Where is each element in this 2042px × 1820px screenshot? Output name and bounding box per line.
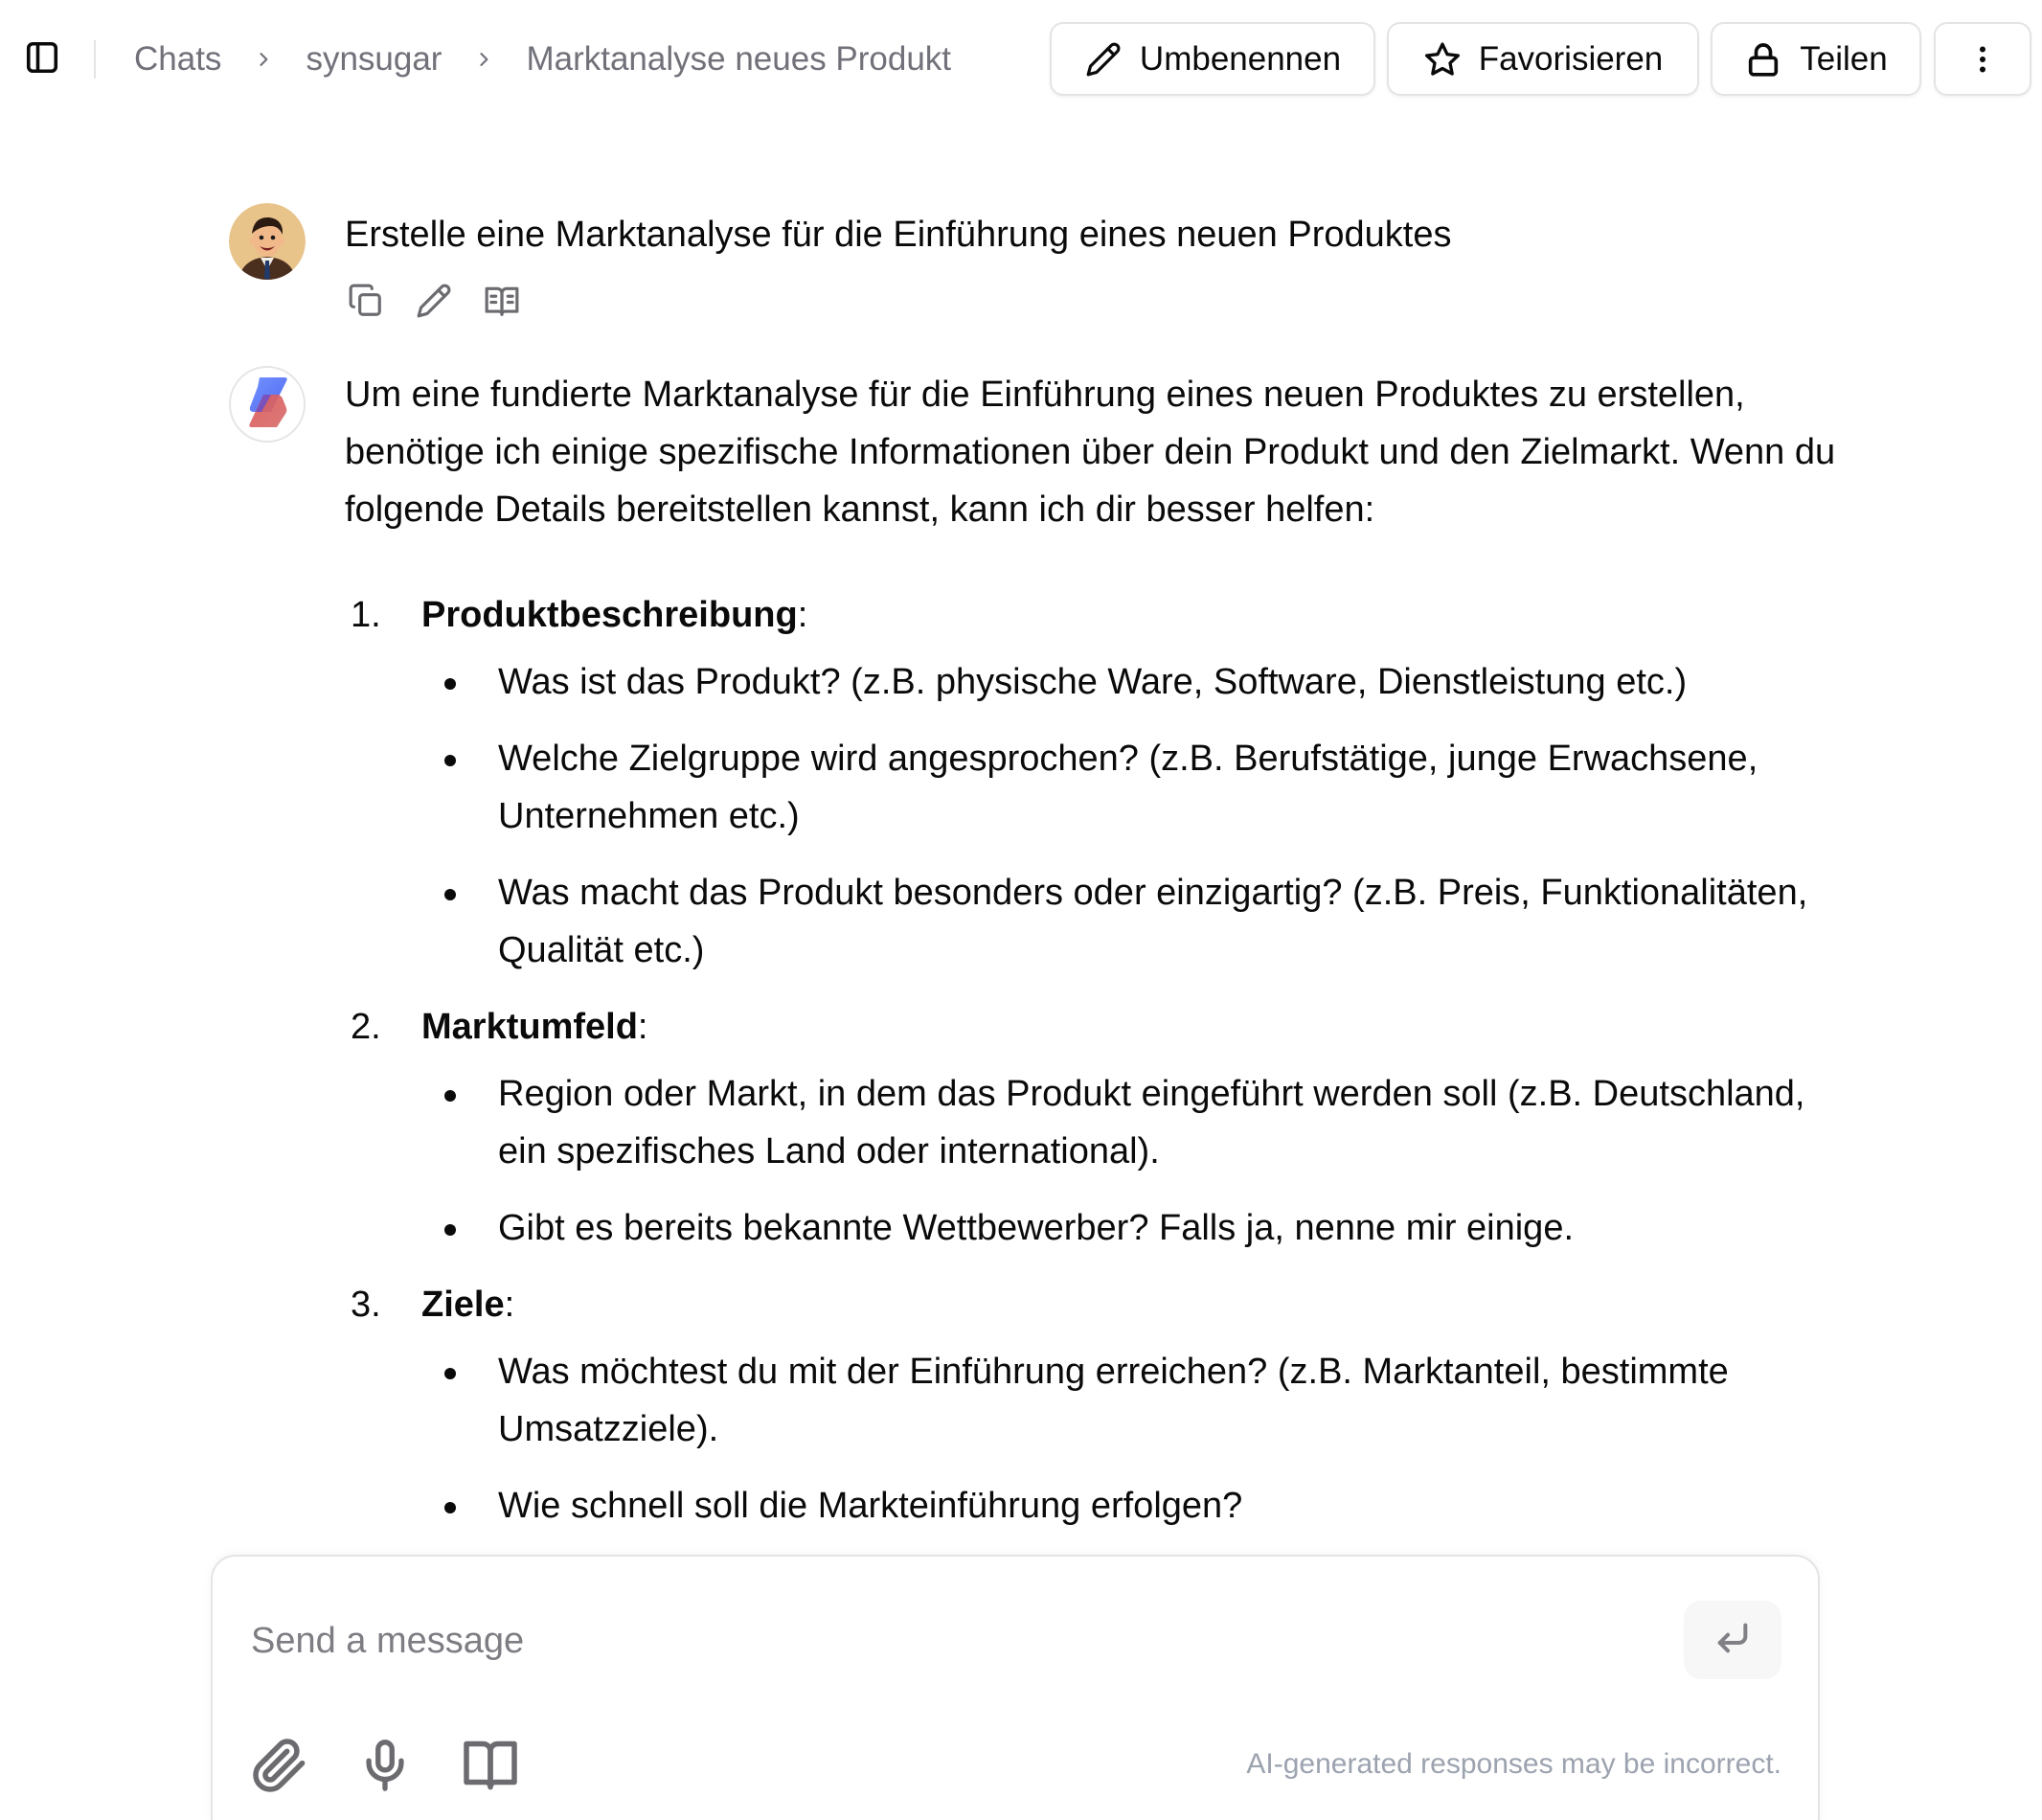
header-divider bbox=[94, 40, 96, 79]
sub-list bbox=[421, 1343, 1839, 1535]
assistant-logo-icon bbox=[242, 375, 292, 434]
attach-file-button[interactable] bbox=[251, 1739, 308, 1796]
pencil-icon bbox=[416, 283, 452, 324]
share-button[interactable] bbox=[1711, 22, 1921, 96]
breadcrumb bbox=[134, 36, 951, 82]
library-button[interactable] bbox=[462, 1739, 519, 1796]
rename-button[interactable] bbox=[1050, 22, 1375, 96]
sub-list bbox=[421, 653, 1839, 979]
enter-return-icon bbox=[1713, 1619, 1752, 1662]
book-open-icon bbox=[484, 283, 520, 324]
step-number: 1. bbox=[351, 595, 381, 635]
sidebar-panel-icon bbox=[25, 40, 59, 80]
rename-label: Umbenennen bbox=[1139, 39, 1342, 78]
microphone-icon bbox=[357, 1738, 413, 1798]
message-actions bbox=[348, 284, 520, 322]
chevron-right-icon bbox=[442, 50, 526, 69]
list-item-step-1 bbox=[345, 586, 1839, 979]
list-item: Region oder Markt, in dem das Produkt eingeführt werden soll (z.B. Deutschland, ein spezifisches Land oder international). bbox=[421, 1065, 1839, 1180]
favorite-button[interactable] bbox=[1387, 22, 1699, 96]
read-aloud-button[interactable] bbox=[484, 284, 520, 322]
sub-list bbox=[421, 1065, 1839, 1257]
step-number: 2. bbox=[351, 1007, 381, 1047]
step-number: 3. bbox=[351, 1285, 381, 1325]
star-icon bbox=[1423, 40, 1462, 79]
composer-tools bbox=[251, 1739, 519, 1796]
breadcrumb-chats[interactable]: Chats bbox=[134, 40, 222, 78]
step-title: Produktbeschreibung: bbox=[421, 595, 808, 635]
assistant-message-body bbox=[345, 366, 1839, 1554]
copy-icon bbox=[348, 283, 384, 324]
breadcrumb-current-chat: Marktanalyse neues Produkt bbox=[526, 40, 952, 78]
list-item: Wie schnell soll die Markteinführung erfolgen? bbox=[421, 1477, 1839, 1535]
list-item: Was macht das Produkt besonders oder einzigartig? (z.B. Preis, Funktionalitäten, Qualität etc.) bbox=[421, 864, 1839, 979]
list-item: Gibt es bereits bekannte Wettbewerber? Falls ja, nenne mir einige. bbox=[421, 1199, 1839, 1257]
lock-icon bbox=[1744, 40, 1782, 79]
message-composer bbox=[211, 1555, 1820, 1820]
user-avatar bbox=[229, 203, 306, 280]
step-title: Marktumfeld: bbox=[421, 1007, 648, 1047]
list-item-step-3 bbox=[345, 1276, 1839, 1535]
user-message-text: Erstelle eine Marktanalyse für die Einführung eines neuen Produktes bbox=[345, 215, 1452, 255]
copy-message-button[interactable] bbox=[348, 284, 384, 322]
favorite-label: Favorisieren bbox=[1478, 39, 1664, 78]
more-options-button[interactable] bbox=[1934, 22, 2031, 96]
top-bar bbox=[0, 0, 2042, 119]
list-item-step-2 bbox=[345, 998, 1839, 1257]
voice-input-button[interactable] bbox=[356, 1739, 414, 1796]
assistant-intro-text: Um eine fundierte Marktanalyse für die Einführung eines neuen Produktes zu erstellen, benötige ich einige spezifische Informationen über dein Produkt und den Zielmarkt. Wenn du folgende Details bereitstellen kannst, kann ich dir besser helfen: bbox=[345, 375, 1836, 530]
paperclip-icon bbox=[251, 1737, 308, 1799]
ai-disclaimer: AI-generated responses may be incorrect. bbox=[1246, 1748, 1781, 1780]
share-label: Teilen bbox=[1800, 39, 1888, 78]
requirements-list bbox=[345, 586, 1839, 1535]
list-item: Was möchtest du mit der Einführung erreichen? (z.B. Marktanteil, bestimmte Umsatzziele). bbox=[421, 1343, 1839, 1458]
sidebar-toggle-button[interactable] bbox=[21, 36, 63, 82]
step-title: Ziele: bbox=[421, 1285, 515, 1325]
assistant-avatar bbox=[229, 366, 306, 443]
pencil-icon bbox=[1084, 40, 1123, 79]
breadcrumb-workspace[interactable]: synsugar bbox=[306, 40, 442, 78]
chevron-right-icon bbox=[221, 50, 306, 69]
book-icon bbox=[462, 1737, 519, 1799]
list-item: Was ist das Produkt? (z.B. physische Ware, Software, Dienstleistung etc.) bbox=[421, 653, 1839, 711]
message-input[interactable] bbox=[251, 1612, 1668, 1670]
list-item: Welche Zielgruppe wird angesprochen? (z.B. Berufstätige, junge Erwachsene, Unternehmen etc.) bbox=[421, 730, 1839, 845]
more-vertical-icon bbox=[1963, 40, 2002, 79]
edit-message-button[interactable] bbox=[416, 284, 452, 322]
send-button[interactable] bbox=[1684, 1601, 1781, 1679]
